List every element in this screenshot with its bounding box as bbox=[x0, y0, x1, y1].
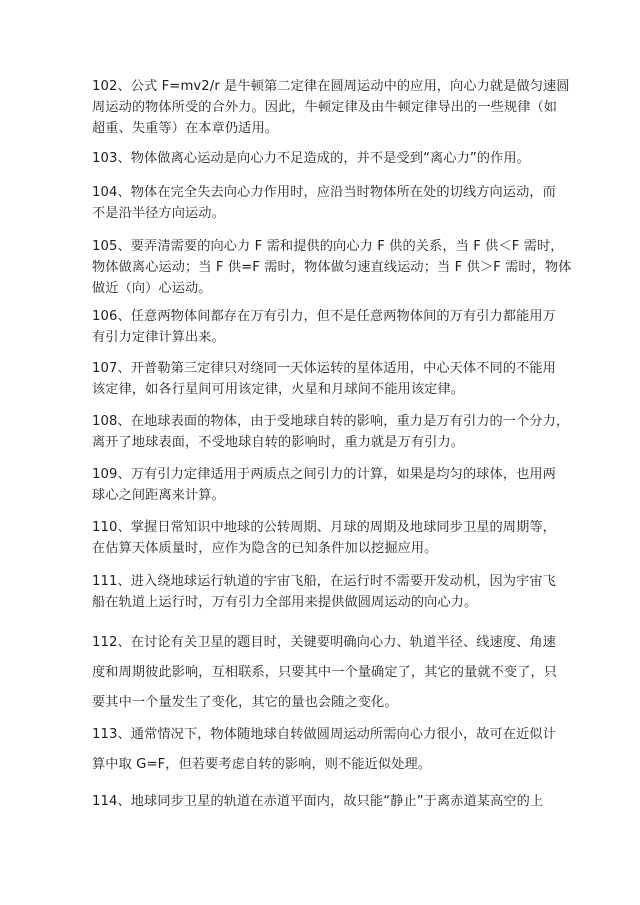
paragraph-line: 船在轨道上运行时，万有引力全部用来提供做圆周运动的向心力。 bbox=[92, 595, 478, 610]
paragraph-114 bbox=[92, 787, 562, 817]
paragraph-line: 103、物体做离心运动是向心力不足造成的，并不是受到“离心力”的作用。 bbox=[92, 151, 530, 166]
paragraph-line: 110、掌握日常知识中地球的公转周期、月球的周期及地球同步卫星的周期等， bbox=[92, 520, 556, 535]
paragraph-107 bbox=[92, 358, 562, 400]
paragraph-103 bbox=[92, 148, 562, 169]
paragraph-105 bbox=[92, 236, 572, 299]
paragraph-line: 111、进入绕地球运行轨道的宇宙飞船，在运行时不需要开发动机，因为宇宙飞 bbox=[92, 574, 556, 589]
paragraph-line: 105、要弄清需要的向心力 F 需和提供的向心力 F 供的关系，当 F 供＜F 需时， bbox=[92, 239, 564, 254]
paragraph-line: 离开了地球表面，不受地球自转的影响时，重力就是万有引力。 bbox=[92, 435, 465, 450]
paragraph-line: 112、在讨论有关卫星的题目时，关键要明确向心力、轨道半径、线速度、角速 bbox=[92, 635, 556, 650]
paragraph-113 bbox=[92, 720, 562, 780]
paragraph-108 bbox=[92, 411, 570, 453]
paragraph-line: 算中取 G=F，但若要考虑自转的影响，则不能近似处理。 bbox=[92, 757, 432, 772]
paragraph-line: 不是沿半径方向运动。 bbox=[92, 206, 225, 221]
paragraph-line: 该定律，如各行星间可用该定律，火星和月球间不能用该定律。 bbox=[92, 382, 465, 397]
paragraph-line: 104、物体在完全失去向心力作用时，应沿当时物体所在处的切线方向运动，而 bbox=[92, 185, 556, 200]
paragraph-line: 在估算天体质量时，应作为隐含的已知条件加以挖掘应用。 bbox=[92, 541, 438, 556]
paragraph-111 bbox=[92, 571, 562, 613]
paragraph-line: 周运动的物体所受的合外力。因此，牛顿定律及由牛顿定律导出的一些规律（如 bbox=[92, 100, 558, 115]
paragraph-line: 球心之间距离来计算。 bbox=[92, 488, 225, 503]
paragraph-line: 109、万有引力定律适用于两质点之间引力的计算，如果是均匀的球体，也用两 bbox=[92, 467, 556, 482]
paragraph-line: 106、任意两物体间都存在万有引力，但不是任意两物体间的万有引力都能用万 bbox=[92, 309, 556, 324]
paragraph-102 bbox=[92, 76, 570, 139]
paragraph-line: 有引力定律计算出来。 bbox=[92, 330, 225, 345]
paragraph-109 bbox=[92, 464, 562, 506]
paragraph-line: 要其中一个量发生了变化，其它的量也会随之变化。 bbox=[92, 695, 398, 710]
paragraph-line: 107、开普勒第三定律只对绕同一天体运转的星体适用，中心天体不同的不能用 bbox=[92, 361, 556, 376]
paragraph-line: 做近（向）心运动。 bbox=[92, 281, 212, 296]
paragraph-line: 114、地球同步卫星的轨道在赤道平面内，故只能“静止”于离赤道某高空的上 bbox=[92, 794, 544, 809]
paragraph-112 bbox=[92, 628, 562, 718]
paragraph-104 bbox=[92, 182, 562, 224]
paragraph-line: 度和周期彼此影响，互相联系，只要其中一个量确定了，其它的量就不变了，只 bbox=[92, 665, 558, 680]
paragraph-line: 超重、失重等）在本章仍适用。 bbox=[92, 121, 279, 136]
paragraph-110 bbox=[92, 517, 562, 559]
paragraph-line: 物体做离心运动；当 F 供=F 需时，物体做匀速直线运动；当 F 供＞F 需时，物体 bbox=[92, 260, 572, 275]
paragraph-106 bbox=[92, 306, 562, 348]
paragraph-line: 102、公式 F=mv2/r 是牛顿第二定律在圆周运动中的应用，向心力就是做匀速圆 bbox=[92, 79, 570, 94]
paragraph-line: 108、在地球表面的物体，由于受地球自转的影响，重力是万有引力的一个分力， bbox=[92, 414, 570, 429]
paragraph-line: 113、通常情况下，物体随地球自转做圆周运动所需向心力很小，故可在近似计 bbox=[92, 727, 556, 742]
